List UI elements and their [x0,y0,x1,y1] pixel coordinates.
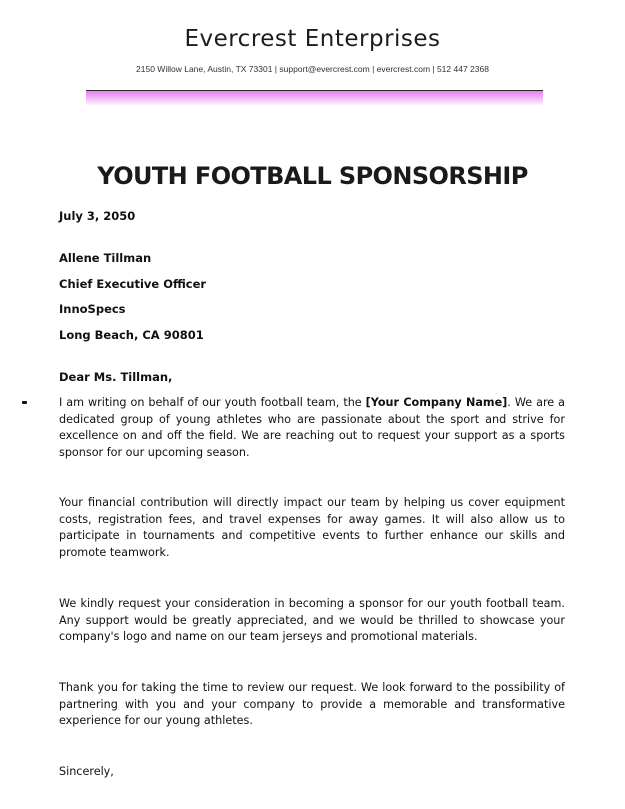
document-title: YOUTH FOOTBALL SPONSORSHIP [97,162,528,190]
company-contact-line: 2150 Willow Lane, Austin, TX 73301 | support@evercrest.com | evercrest.com | 512 447 2368 [136,64,489,74]
company-name: Evercrest Enterprises [184,26,441,52]
recipient-position: Chief Executive Officer [59,277,207,291]
paragraph-intro [59,395,565,461]
salutation: Dear Ms. Tillman, [59,370,173,384]
paragraph-contribution: Your financial contribution will directly impact our team by helping us cover equipment costs, registration fees, and travel expenses for away games. It will also allow us to participate in tournaments and competitive events to further enhance our skills and promote teamwork. [59,496,565,559]
paragraph-thanks: Thank you for taking the time to review our request. We look forward to the possibility of partnering with you and your company to provide a memorable and transformative experience for our young athletes. [59,681,565,727]
paragraph-request: We kindly request your consideration in becoming a sponsor for our youth football team. Any support would be greatly appreciated, and we would be thrilled to showcase your company's logo and name on our team jerseys and promotional materials. [59,597,565,643]
letter-date: July 3, 2050 [59,209,136,223]
text-cursor-marker [22,401,27,404]
recipient-address: Long Beach, CA 90801 [59,328,204,342]
recipient-name: Allene Tillman [59,251,152,265]
company-name-placeholder: [Your Company Name] [365,396,508,409]
closing-line: Sincerely, [59,765,114,778]
header-divider-band [86,90,543,105]
recipient-company: InnoSpecs [59,302,126,316]
paragraph-intro-start: I am writing on behalf of our youth football team, the [59,396,366,409]
paragraph-intro-end: . We are a dedicated group of young athletes who are passionate about the sport and strive for excellence on and off the field. We are reaching out to request your support as a sports sponsor for our upcoming season. [59,396,565,459]
